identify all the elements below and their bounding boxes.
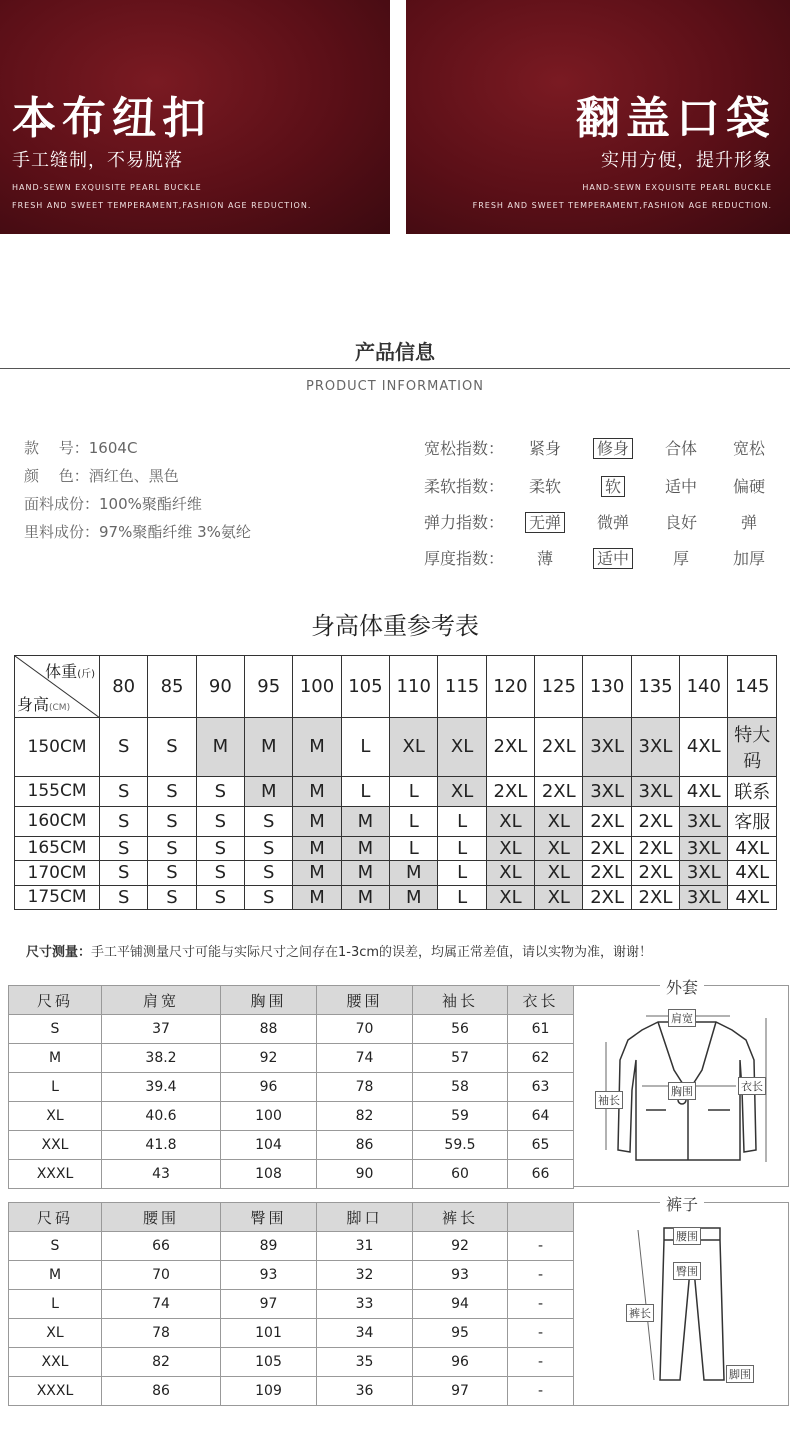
- table-cell: 66: [102, 1232, 221, 1261]
- size-cell: 3XL: [680, 885, 728, 909]
- table-cell: 88: [221, 1015, 317, 1044]
- table-row: [9, 1073, 574, 1102]
- table-cell: 100: [221, 1102, 317, 1131]
- weight-header: 130: [583, 656, 631, 718]
- table-row: [9, 1232, 574, 1261]
- size-cell: S: [196, 861, 244, 885]
- table-cell: XXXL: [9, 1377, 102, 1406]
- size-cell: L: [390, 806, 438, 836]
- table-cell: -: [508, 1348, 574, 1377]
- pants-size-table: [8, 1202, 574, 1406]
- table-row: [15, 806, 777, 836]
- height-header: 170CM: [15, 861, 100, 885]
- size-cell: S: [148, 806, 196, 836]
- size-cell: M: [293, 806, 341, 836]
- table-cell: 33: [317, 1290, 413, 1319]
- size-cell: L: [341, 718, 389, 777]
- index-label: 柔软指数：: [424, 477, 505, 496]
- table-cell: 82: [102, 1348, 221, 1377]
- weight-header: 105: [341, 656, 389, 718]
- banner-en-line-2: FRESH AND SWEET TEMPERAMENT,FASHION AGE REDUCTION.: [12, 201, 312, 210]
- pants-label-hip: 臀围: [673, 1262, 701, 1280]
- weight-header: 145: [728, 656, 777, 718]
- height-header: 160CM: [15, 806, 100, 836]
- size-cell: 2XL: [535, 776, 583, 806]
- size-cell: 3XL: [583, 718, 631, 777]
- size-cell: 3XL: [631, 776, 679, 806]
- table-cell: 61: [508, 1015, 574, 1044]
- table-cell: 82: [317, 1102, 413, 1131]
- table-cell: 31: [317, 1232, 413, 1261]
- table-cell: 59.5: [413, 1131, 508, 1160]
- table-cell: -: [508, 1290, 574, 1319]
- size-cell: 4XL: [728, 836, 777, 860]
- table-cell: 105: [221, 1348, 317, 1377]
- table-cell: S: [9, 1232, 102, 1261]
- table-cell: 37: [102, 1015, 221, 1044]
- table-cell: 93: [221, 1261, 317, 1290]
- index-option: 合体: [664, 439, 697, 458]
- index-option: 宽松: [732, 439, 765, 458]
- coat-label-length: 衣长: [738, 1077, 766, 1095]
- banner-fabric-button: [0, 0, 390, 234]
- size-cell: L: [438, 836, 486, 860]
- size-cell: 2XL: [583, 836, 631, 860]
- height-header: 165CM: [15, 836, 100, 860]
- info-fabric: 面料成份：100%聚酯纤维: [24, 495, 202, 513]
- table-cell: 86: [102, 1377, 221, 1406]
- size-cell: S: [148, 718, 196, 777]
- table-cell: 41.8: [102, 1131, 221, 1160]
- index-option: 适中: [664, 477, 697, 496]
- coat-label-shoulder: 肩宽: [668, 1009, 696, 1027]
- table-row: [15, 718, 777, 777]
- size-cell: 3XL: [680, 806, 728, 836]
- size-cell: L: [438, 885, 486, 909]
- table-cell: 93: [413, 1261, 508, 1290]
- corner-weight-label: 体重(斤): [45, 662, 95, 681]
- size-cell: S: [245, 885, 293, 909]
- table-cell: 60: [413, 1160, 508, 1189]
- table-cell: 89: [221, 1232, 317, 1261]
- size-cell: M: [293, 885, 341, 909]
- table-cell: 109: [221, 1377, 317, 1406]
- column-header: 腰围: [102, 1203, 221, 1232]
- table-cell: -: [508, 1377, 574, 1406]
- banner-en-line-1: HAND-SEWN EXQUISITE PEARL BUCKLE: [12, 183, 202, 192]
- coat-size-table: [8, 985, 574, 1189]
- size-cell: XL: [486, 806, 534, 836]
- size-cell: 2XL: [486, 776, 534, 806]
- weight-header: 85: [148, 656, 196, 718]
- index-option-selected: 适中: [588, 546, 638, 569]
- table-cell: XXL: [9, 1348, 102, 1377]
- size-cell: 2XL: [535, 718, 583, 777]
- table-cell: 90: [317, 1160, 413, 1189]
- size-cell: L: [438, 861, 486, 885]
- index-option: 微弹: [596, 513, 629, 532]
- size-cell: M: [293, 776, 341, 806]
- size-cell: M: [196, 718, 244, 777]
- table-cell: 70: [102, 1261, 221, 1290]
- size-cell: XL: [438, 718, 486, 777]
- index-option: 偏硬: [732, 477, 765, 496]
- size-cell: 客服: [728, 806, 777, 836]
- product-info-subtitle: PRODUCT INFORMATION: [306, 379, 484, 394]
- table-cell: 92: [413, 1232, 508, 1261]
- size-cell: M: [341, 861, 389, 885]
- table-row: [9, 1044, 574, 1073]
- table-cell: 74: [317, 1044, 413, 1073]
- table-corner-cell: [15, 656, 100, 718]
- table-cell: 35: [317, 1348, 413, 1377]
- table-cell: 70: [317, 1015, 413, 1044]
- index-label: 弹力指数：: [424, 513, 505, 532]
- index-option: 加厚: [732, 549, 765, 568]
- divider: [0, 368, 790, 369]
- height-header: 175CM: [15, 885, 100, 909]
- banner-subtitle: 实用方便，提升形象: [601, 150, 772, 171]
- table-row: [9, 1377, 574, 1406]
- column-header: 肩宽: [102, 986, 221, 1015]
- column-header: 衣长: [508, 986, 574, 1015]
- table-row: [9, 1348, 574, 1377]
- size-cell: L: [390, 776, 438, 806]
- size-cell: S: [100, 836, 148, 860]
- table-cell: M: [9, 1261, 102, 1290]
- table-row: [9, 1160, 574, 1189]
- column-header: 胸围: [221, 986, 317, 1015]
- column-header: 袖长: [413, 986, 508, 1015]
- size-cell: S: [196, 776, 244, 806]
- size-cell: S: [148, 861, 196, 885]
- pants-figure-title: 裤子: [660, 1192, 704, 1215]
- weight-header: 140: [680, 656, 728, 718]
- table-cell: 74: [102, 1290, 221, 1319]
- banner-flap-pocket: [406, 0, 790, 234]
- size-cell: S: [100, 885, 148, 909]
- pants-label-hem: 脚围: [726, 1365, 754, 1383]
- size-cell: XL: [486, 836, 534, 860]
- table-cell: M: [9, 1044, 102, 1073]
- coat-label-sleeve: 袖长: [595, 1091, 623, 1109]
- size-cell: XL: [486, 885, 534, 909]
- size-cell: 4XL: [728, 885, 777, 909]
- index-label: 宽松指数：: [424, 439, 505, 458]
- size-cell: M: [245, 718, 293, 777]
- info-lining: 里料成份：97%聚酯纤维 3%氨纶: [24, 523, 251, 541]
- table-cell: 97: [413, 1377, 508, 1406]
- index-label: 厚度指数：: [424, 549, 505, 568]
- index-option: 弹: [740, 513, 757, 532]
- size-cell: 2XL: [583, 806, 631, 836]
- weight-header: 100: [293, 656, 341, 718]
- weight-header: 80: [100, 656, 148, 718]
- column-header: 裤长: [413, 1203, 508, 1232]
- size-cell: 2XL: [583, 861, 631, 885]
- size-cell: 联系: [728, 776, 777, 806]
- size-cell: S: [100, 861, 148, 885]
- product-info-title: 产品信息: [355, 340, 435, 364]
- size-cell: M: [341, 836, 389, 860]
- size-cell: S: [100, 776, 148, 806]
- size-cell: 2XL: [486, 718, 534, 777]
- size-cell: L: [438, 806, 486, 836]
- size-cell: S: [148, 776, 196, 806]
- index-option: 紧身: [528, 439, 561, 458]
- size-cell: S: [196, 836, 244, 860]
- size-cell: 2XL: [583, 885, 631, 909]
- table-cell: 63: [508, 1073, 574, 1102]
- index-option: 柔软: [528, 477, 561, 496]
- table-cell: -: [508, 1261, 574, 1290]
- table-row: [15, 885, 777, 909]
- table-cell: 86: [317, 1131, 413, 1160]
- index-option: 厚: [672, 549, 689, 568]
- table-cell: -: [508, 1232, 574, 1261]
- table-row: [9, 1319, 574, 1348]
- table-cell: 78: [317, 1073, 413, 1102]
- size-cell: S: [100, 718, 148, 777]
- table-cell: 78: [102, 1319, 221, 1348]
- column-header: 腰围: [317, 986, 413, 1015]
- banner-subtitle: 手工缝制，不易脱落: [12, 150, 183, 171]
- size-cell: M: [341, 806, 389, 836]
- weight-header: 120: [486, 656, 534, 718]
- size-cell: 2XL: [631, 806, 679, 836]
- size-cell: S: [245, 806, 293, 836]
- size-cell: XL: [486, 861, 534, 885]
- size-cell: 3XL: [631, 718, 679, 777]
- table-cell: L: [9, 1073, 102, 1102]
- weight-header: 115: [438, 656, 486, 718]
- size-cell: XL: [438, 776, 486, 806]
- size-cell: M: [293, 861, 341, 885]
- column-header: 尺码: [9, 1203, 102, 1232]
- table-row: [9, 1102, 574, 1131]
- size-cell: S: [196, 885, 244, 909]
- size-cell: XL: [535, 836, 583, 860]
- size-cell: S: [100, 806, 148, 836]
- table-cell: 56: [413, 1015, 508, 1044]
- table-cell: XL: [9, 1319, 102, 1348]
- coat-label-chest: 胸围: [668, 1082, 696, 1100]
- index-option-selected: 软: [588, 474, 638, 497]
- pants-label-waist: 腰围: [673, 1227, 701, 1245]
- table-cell: L: [9, 1290, 102, 1319]
- size-cell: S: [148, 836, 196, 860]
- table-cell: 95: [413, 1319, 508, 1348]
- size-cell: S: [245, 836, 293, 860]
- table-cell: -: [508, 1319, 574, 1348]
- size-cell: 4XL: [680, 776, 728, 806]
- size-cell: 2XL: [631, 861, 679, 885]
- table-row: [9, 1131, 574, 1160]
- size-cell: XL: [535, 885, 583, 909]
- weight-header: 95: [245, 656, 293, 718]
- size-cell: XL: [535, 861, 583, 885]
- size-cell: XL: [390, 718, 438, 777]
- size-cell: M: [293, 718, 341, 777]
- info-style-no: 款 号：1604C: [24, 439, 138, 457]
- table-cell: 66: [508, 1160, 574, 1189]
- table-cell: XL: [9, 1102, 102, 1131]
- table-cell: 96: [221, 1073, 317, 1102]
- table-row: [15, 836, 777, 860]
- size-cell: M: [245, 776, 293, 806]
- size-cell: M: [390, 885, 438, 909]
- table-row: [9, 1015, 574, 1044]
- table-row: [9, 1290, 574, 1319]
- pants-label-length: 裤长: [626, 1304, 654, 1322]
- table-cell: 40.6: [102, 1102, 221, 1131]
- index-option-selected: 修身: [588, 436, 638, 459]
- size-cell: M: [341, 885, 389, 909]
- size-cell: S: [196, 806, 244, 836]
- table-cell: 59: [413, 1102, 508, 1131]
- table-cell: 36: [317, 1377, 413, 1406]
- table-cell: 94: [413, 1290, 508, 1319]
- size-cell: XL: [535, 806, 583, 836]
- table-cell: 57: [413, 1044, 508, 1073]
- table-cell: 34: [317, 1319, 413, 1348]
- banner-title: 本布纽扣: [12, 93, 212, 144]
- index-option-selected: 无弹: [520, 510, 570, 533]
- size-cell: L: [390, 836, 438, 860]
- table-cell: 39.4: [102, 1073, 221, 1102]
- column-header: 尺码: [9, 986, 102, 1015]
- measurement-note: [26, 941, 652, 960]
- size-cell: 3XL: [583, 776, 631, 806]
- size-cell: 特大码: [728, 718, 777, 777]
- column-header: [508, 1203, 574, 1232]
- height-weight-table: [14, 655, 777, 910]
- size-cell: 4XL: [728, 861, 777, 885]
- corner-height-label: 身高(CM): [17, 695, 71, 714]
- note-text: 手工平铺测量尺寸可能与实际尺寸之间存在1-3cm的误差，均属正常差值，请以实物为准，谢谢！: [91, 945, 653, 960]
- table-cell: 43: [102, 1160, 221, 1189]
- weight-header: 135: [631, 656, 679, 718]
- size-cell: L: [341, 776, 389, 806]
- weight-header: 110: [390, 656, 438, 718]
- table-cell: XXXL: [9, 1160, 102, 1189]
- info-color: 颜 色：酒红色、黑色: [24, 467, 179, 485]
- table-row: [9, 1261, 574, 1290]
- table-cell: 97: [221, 1290, 317, 1319]
- size-cell: 3XL: [680, 861, 728, 885]
- size-cell: M: [293, 836, 341, 860]
- size-cell: S: [148, 885, 196, 909]
- index-option: 薄: [536, 549, 553, 568]
- height-header: 150CM: [15, 718, 100, 777]
- table-row: [15, 861, 777, 885]
- table-cell: 65: [508, 1131, 574, 1160]
- table-cell: 38.2: [102, 1044, 221, 1073]
- column-header: 脚口: [317, 1203, 413, 1232]
- note-label: 尺寸测量：: [26, 945, 92, 960]
- table-cell: 64: [508, 1102, 574, 1131]
- size-cell: 2XL: [631, 885, 679, 909]
- table-cell: 108: [221, 1160, 317, 1189]
- size-cell: 4XL: [680, 718, 728, 777]
- weight-header: 90: [196, 656, 244, 718]
- size-cell: S: [245, 861, 293, 885]
- table-cell: 58: [413, 1073, 508, 1102]
- table-cell: 62: [508, 1044, 574, 1073]
- table-row: [15, 776, 777, 806]
- size-cell: M: [390, 861, 438, 885]
- banner-en-line-1: HAND-SEWN EXQUISITE PEARL BUCKLE: [582, 183, 772, 192]
- banner-en-line-2: FRESH AND SWEET TEMPERAMENT,FASHION AGE REDUCTION.: [472, 201, 772, 210]
- table-cell: 96: [413, 1348, 508, 1377]
- coat-figure-title: 外套: [660, 975, 704, 998]
- table-cell: 101: [221, 1319, 317, 1348]
- index-option: 良好: [664, 513, 697, 532]
- banner-title: 翻盖口袋: [576, 93, 776, 144]
- table-cell: 32: [317, 1261, 413, 1290]
- size-cell: 2XL: [631, 836, 679, 860]
- table-cell: 92: [221, 1044, 317, 1073]
- column-header: 臀围: [221, 1203, 317, 1232]
- table-cell: XXL: [9, 1131, 102, 1160]
- height-header: 155CM: [15, 776, 100, 806]
- hw-table-title: 身高体重参考表: [311, 612, 479, 640]
- weight-header: 125: [535, 656, 583, 718]
- table-cell: S: [9, 1015, 102, 1044]
- size-cell: 3XL: [680, 836, 728, 860]
- table-cell: 104: [221, 1131, 317, 1160]
